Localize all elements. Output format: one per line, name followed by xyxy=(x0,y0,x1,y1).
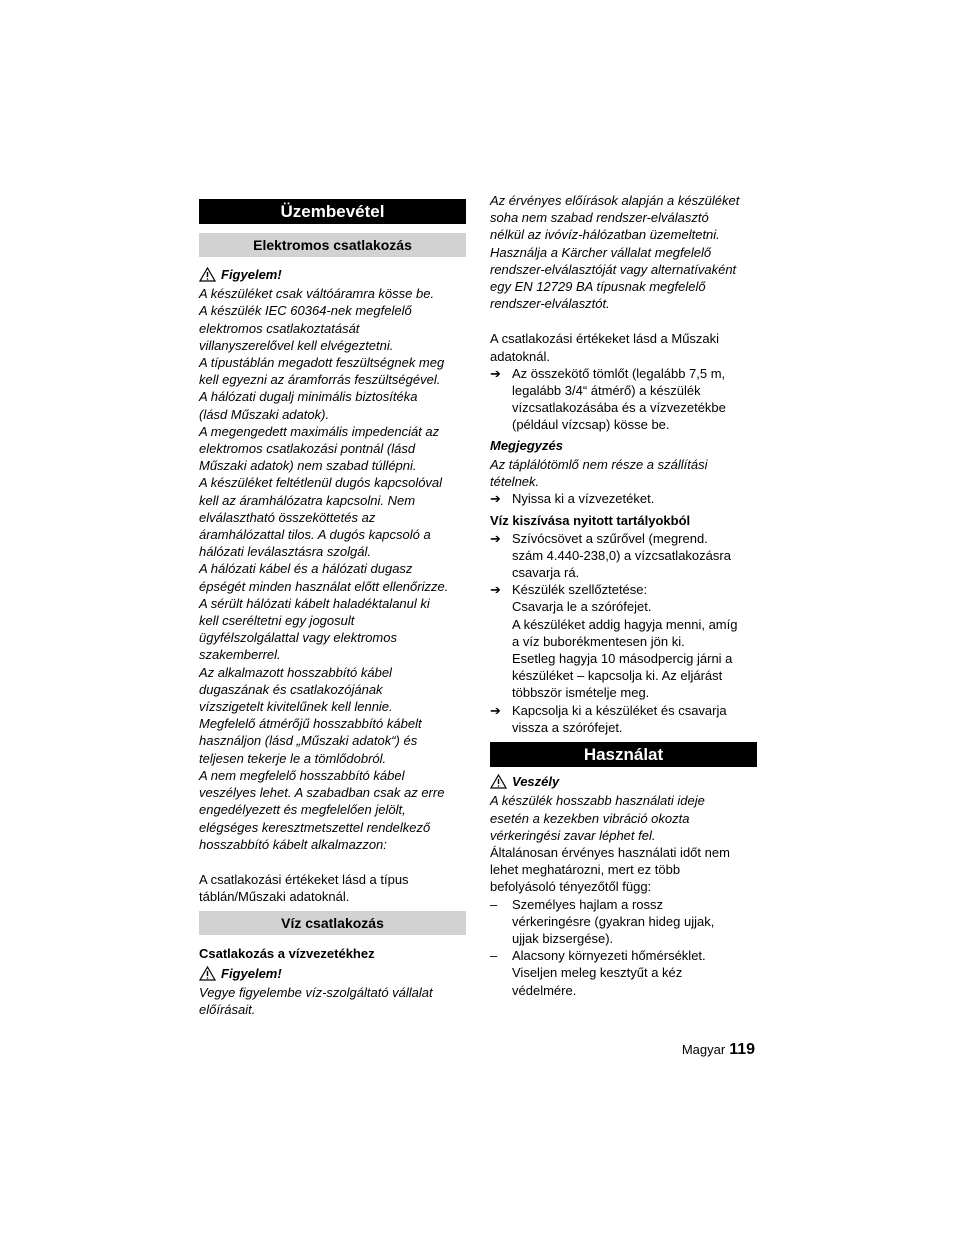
text-line: A hálózati dugalj minimális biztosítéka xyxy=(199,389,418,405)
warning-triangle-icon xyxy=(199,966,216,981)
section-title-hasznalat: Használat xyxy=(490,742,757,767)
text-line: hosszabbító kábelt alkalmazzon: xyxy=(199,836,387,852)
text-line: hálózati leválasztásra szolgál. xyxy=(199,544,371,560)
text-line: engedélyezett és megfelelően jelölt, xyxy=(199,802,406,818)
warning-triangle-icon xyxy=(199,267,216,282)
text-line: A megengedett maximális impedenciát az xyxy=(199,423,440,439)
text-line: ujjak bizsergése). xyxy=(512,930,614,946)
dash-bullet: – xyxy=(490,896,498,912)
text-line: Műszaki adatok) nem szabad túllépni. xyxy=(199,458,417,474)
subsection-electrical-connection: Elektromos csatlakozás xyxy=(199,233,466,257)
subheading-open-containers: Víz kiszívása nyitott tartályokból xyxy=(490,513,691,529)
page-footer xyxy=(682,1041,755,1059)
text-line: vérkeringésre (gyakran hideg ujjak, xyxy=(512,913,715,929)
text-line: A csatlakozási értékeket lásd a Műszaki xyxy=(490,331,720,347)
text-line: kell egyezni az áramforrás feszültségével. xyxy=(199,372,441,388)
text-line: nélkül az ivóvíz-hálózatban üzemeltetni. xyxy=(490,227,720,243)
step-text: Készülék szellőztetése: xyxy=(512,582,648,598)
text-line: teljesen tekerje le a tömlődobról. xyxy=(199,750,387,766)
text-line: (például vízcsap) kösse be. xyxy=(512,417,670,433)
text-line: A készülék IEC 60364-nek megfelelő xyxy=(199,303,412,319)
step-suction-hose xyxy=(490,530,757,582)
right-column xyxy=(490,192,757,999)
text-line: kell cseréltetni egy jogosult xyxy=(199,613,355,629)
text-line: Alacsony környezeti hőmérséklet. xyxy=(512,948,706,964)
text-line: használjon (lásd „Műszaki adatok“) és xyxy=(199,733,418,749)
text-line: Az táplálótömlő nem része a szállítási xyxy=(490,456,708,472)
page-number: 119 xyxy=(729,1041,755,1058)
text-line: rendszer-elválasztóját vagy alternatívaként xyxy=(490,261,737,277)
text-line: elégséges keresztmetszettel rendelkező xyxy=(199,819,431,835)
danger-label: Veszély xyxy=(512,774,560,790)
text-line: védelmére. xyxy=(512,982,577,998)
text-line: esetén a kezekben vibráció okozta xyxy=(490,810,690,826)
dash-item-1 xyxy=(490,896,757,948)
note-heading: Megjegyzés xyxy=(490,437,563,453)
text-line: dugaszának és csatlakozójának xyxy=(199,681,383,697)
text-line: áramhálózattal tilos. A dugós kapcsoló a xyxy=(199,527,431,543)
text-line: A típustáblán megadott feszültségnek meg xyxy=(199,355,445,371)
step-venting xyxy=(490,581,757,598)
warning-text-block xyxy=(199,285,466,853)
text-line: veszélyes lehet. A szabadban csak az erre xyxy=(199,785,445,801)
text-line: szám 4.440-238,0) a vízcsatlakozásra xyxy=(512,547,731,563)
text-line: Megfelelő átmérőjű hosszabbító kábelt xyxy=(199,716,422,732)
danger-heading xyxy=(490,773,757,790)
text-line: készüléket – kapcsolja ki. Az eljárást xyxy=(512,668,723,684)
arrow-right-icon: ➔ xyxy=(490,582,501,598)
text-line: Személyes hajlam a rossz xyxy=(512,896,663,912)
text-line: vérkeringési zavar léphet fel. xyxy=(490,827,656,843)
warning-triangle-icon xyxy=(490,774,507,789)
text-line: villanyszerelővel kell elvégeztetni. xyxy=(199,337,394,353)
danger-text xyxy=(490,792,757,844)
text-line: Vegye figyelembe víz-szolgáltató vállalat xyxy=(199,984,433,1000)
text-line: soha nem szabad rendszer-elválasztó xyxy=(490,210,709,226)
warning-heading-2 xyxy=(199,965,466,982)
text-line: vissza a szórófejet. xyxy=(512,719,623,735)
regulation-text xyxy=(490,192,757,312)
warning-text-block-2 xyxy=(199,984,466,1018)
text-line: vízszigetelt kivitelűnek kell lennie. xyxy=(199,699,393,715)
subheading-water-mains: Csatlakozás a vízvezetékhez xyxy=(199,946,375,962)
text-line: egy EN 12729 BA típusnak megfelelő xyxy=(490,279,706,295)
step-switch-off xyxy=(490,702,757,736)
text-line: (lásd Műszaki adatok). xyxy=(199,406,330,422)
connection-values-text xyxy=(490,330,757,364)
text-line: Kapcsolja ki a készüléket és csavarja xyxy=(512,702,727,718)
warning-label: Figyelem! xyxy=(221,267,282,282)
text-line: épségét minden használat előtt ellenőrizze. xyxy=(199,578,449,594)
note-text xyxy=(490,456,757,490)
text-line: vízcsatlakozásába és a vízvezetékbe xyxy=(512,400,726,416)
usage-time-text xyxy=(490,844,757,896)
text-line: előírásait. xyxy=(199,1001,256,1017)
text-line: Az érvényes előírások alapján a készüléket xyxy=(490,193,740,208)
text-line: rendszer-elválasztót. xyxy=(490,296,610,312)
text-line: Általánosan érvényes használati időt nem xyxy=(490,844,730,860)
dash-bullet: – xyxy=(490,948,498,964)
text-line: legalább 3/4“ átmérő) a készülék xyxy=(512,383,701,399)
text-line: A készüléket addig hagyja menni, amíg xyxy=(512,616,738,632)
arrow-right-icon: ➔ xyxy=(490,702,501,718)
text-line: csavarja rá. xyxy=(512,565,580,581)
text-line: Az alkalmazott hosszabbító kábel xyxy=(199,664,392,680)
text-line: elválasztható összeköttetés az xyxy=(199,509,376,525)
arrow-right-icon: ➔ xyxy=(490,491,501,507)
text-line: kell az áramhálózatra kapcsolni. Nem xyxy=(199,492,416,508)
text-line: ügyfélszolgálattal vagy elektromos xyxy=(199,630,397,646)
warning-label: Figyelem! xyxy=(221,965,282,981)
connection-values-text xyxy=(199,871,466,905)
text-line: Szívócsövet a szűrővel (megrend. xyxy=(512,530,708,546)
text-line: Csavarja le a szórófejet. xyxy=(512,599,652,615)
text-line: a víz buborékmentesen jön ki. xyxy=(512,633,685,649)
step-text: Nyissa ki a vízvezetéket. xyxy=(512,491,655,507)
text-line: A nem megfelelő hosszabbító kábel xyxy=(199,767,405,783)
text-line: lehet meghatározni, mert ez több xyxy=(490,862,681,878)
text-line: A csatlakozási értékeket lásd a típus xyxy=(199,871,409,887)
warning-heading xyxy=(199,266,466,283)
text-line: szakemberrel. xyxy=(199,647,281,663)
left-column xyxy=(199,192,466,1018)
text-line: Esetleg hagyja 10 másodpercig járni a xyxy=(512,651,733,667)
text-line: befolyásoló tényezőtől függ: xyxy=(490,879,652,895)
dash-item-2 xyxy=(490,947,757,999)
section-title-uzembevetel: Üzembevétel xyxy=(199,199,466,224)
text-line: adatoknál. xyxy=(490,348,550,364)
text-line: A hálózati kábel és a hálózati dugasz xyxy=(199,561,413,577)
text-line: többször ismételje meg. xyxy=(512,685,650,701)
footer-language: Magyar xyxy=(681,1042,726,1057)
text-line: A készüléket csak váltóáramra kösse be. xyxy=(199,286,435,302)
step-open-tap xyxy=(490,490,757,507)
text-line: Viseljen meleg kesztyűt a kéz xyxy=(512,965,683,981)
arrow-right-icon: ➔ xyxy=(490,530,501,546)
text-line: elektromos csatlakoztatását xyxy=(199,320,360,336)
step-connect-hose xyxy=(490,365,757,434)
venting-instructions xyxy=(490,598,757,701)
text-line: táblán/Műszaki adatoknál. xyxy=(199,889,350,905)
text-line: Használja a Kärcher vállalat megfelelő xyxy=(490,244,712,260)
subsection-water-connection: Víz csatlakozás xyxy=(199,911,466,935)
text-line: A sérült hálózati kábelt haladéktalanul ki xyxy=(199,595,430,611)
arrow-right-icon: ➔ xyxy=(490,365,501,381)
text-line: tételnek. xyxy=(490,474,540,490)
text-line: elektromos csatlakozási pontnál (lásd xyxy=(199,441,416,457)
text-line: A készüléket feltétlenül dugós kapcsolóval xyxy=(199,475,443,491)
text-line: Az összekötő tömlőt (legalább 7,5 m, xyxy=(512,365,726,381)
text-line: A készülék hosszabb használati ideje xyxy=(490,793,705,809)
